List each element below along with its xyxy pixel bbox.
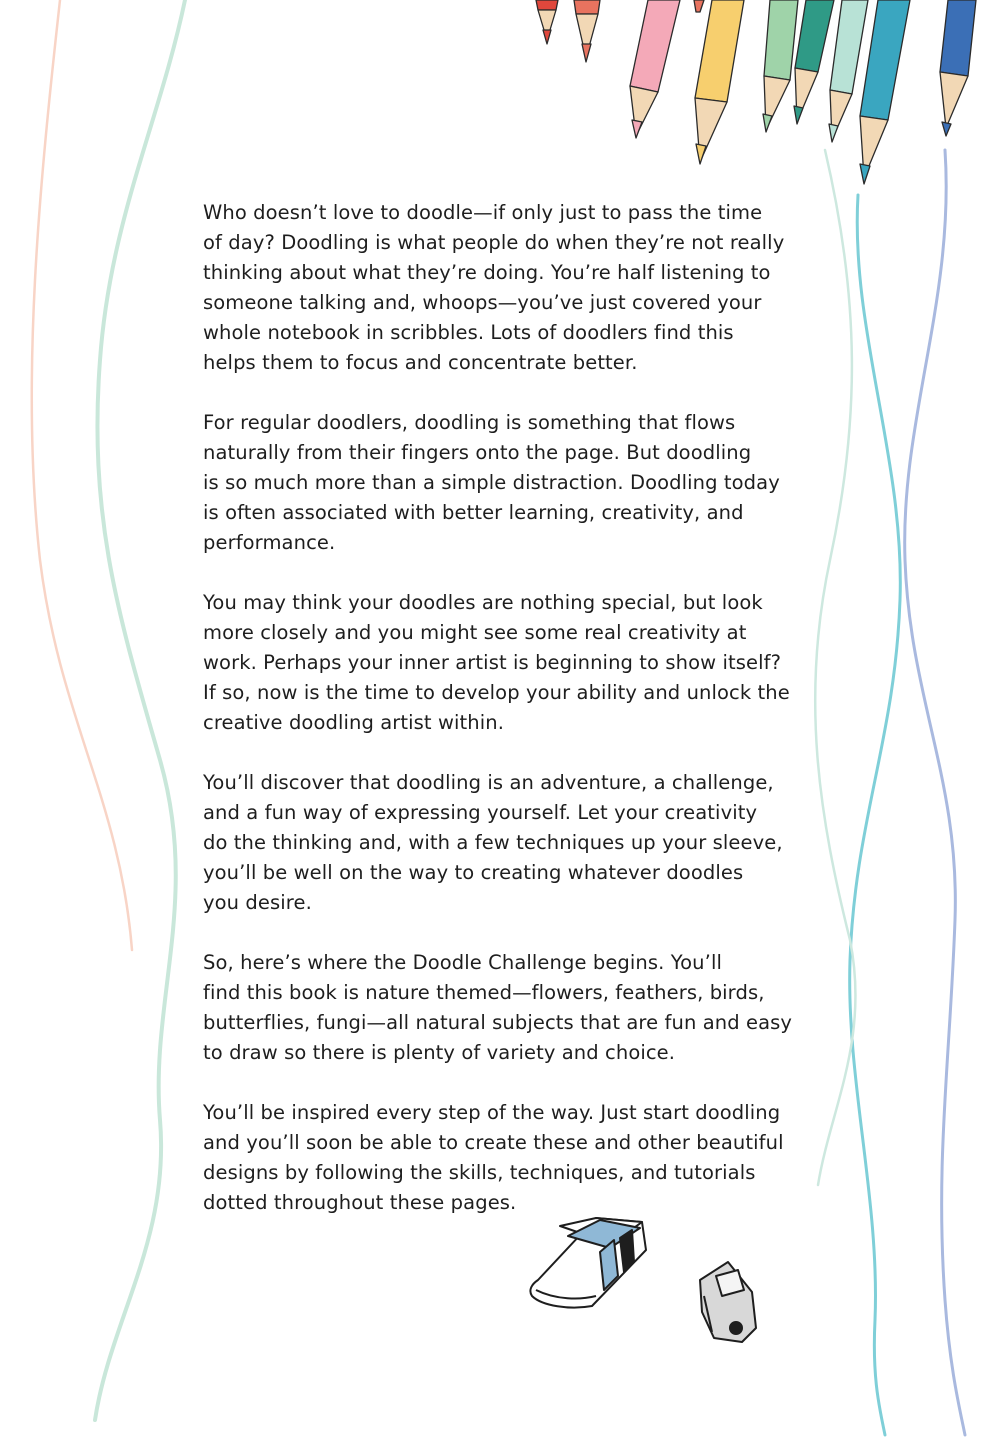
pencil-stub-icon [694,0,704,12]
text-line: is often associated with better learning, creativity, and [203,501,744,524]
text-line: For regular doodlers, doodling is something that flows [203,411,736,434]
text-line: butterflies, fungi—all natural subjects that are fun and easy [203,1011,793,1034]
pencil-icon [940,0,976,136]
sharpener-icon [700,1262,756,1342]
paragraph-5 [203,948,803,1068]
pencil-icon [794,0,834,124]
flowing-line-aqua [850,195,901,1435]
text-line: and a fun way of expressing yourself. Let your creativity [203,801,758,824]
text-line: is so much more than a simple distraction. Doodling today [203,471,780,494]
intro-text [203,198,803,1248]
flowing-line-lavender [905,150,965,1435]
text-line: creative doodling artist within. [203,711,505,734]
text-line: naturally from their fingers onto the page. But doodling [203,441,752,464]
pencil-icon [630,0,680,138]
pencil-icon [574,0,600,62]
text-line: thinking about what they’re doing. You’re half listening to [203,261,771,284]
flowing-line-mint [95,0,185,1420]
text-line: designs by following the skills, techniques, and tutorials [203,1161,756,1184]
flowing-line-peach [32,0,132,950]
paragraph-1 [203,198,803,378]
text-line: work. Perhaps your inner artist is beginning to show itself? [203,651,782,674]
text-line: dotted throughout these pages. [203,1191,517,1214]
text-line: you desire. [203,891,312,914]
paragraph-6 [203,1098,803,1218]
paragraph-2 [203,408,803,558]
text-line: So, here’s where the Doodle Challenge begins. You’ll [203,951,722,974]
flowing-line-pale-green [815,150,855,1185]
text-line: You may think your doodles are nothing special, but look [203,591,763,614]
paragraph-3 [203,588,803,738]
text-line: Who doesn’t love to doodle—if only just to pass the time [203,201,763,224]
text-line: helps them to focus and concentrate better. [203,351,638,374]
text-line: and you’ll soon be able to create these and other beautiful [203,1131,784,1154]
paragraph-4 [203,768,803,918]
pencil-icon [536,0,558,44]
text-line: you’ll be well on the way to creating whatever doodles [203,861,744,884]
text-line: find this book is nature themed—flowers, feathers, birds, [203,981,765,1004]
text-line: performance. [203,531,336,554]
text-line: someone talking and, whoops—you’ve just covered your [203,291,762,314]
text-line: to draw so there is plenty of variety and choice. [203,1041,676,1064]
text-line: more closely and you might see some real creativity at [203,621,747,644]
text-line: whole notebook in scribbles. Lots of doodlers find this [203,321,734,344]
text-line: do the thinking and, with a few techniques up your sleeve, [203,831,783,854]
text-line: If so, now is the time to develop your ability and unlock the [203,681,790,704]
text-line: of day? Doodling is what people do when they’re not really [203,231,785,254]
pencil-icon [860,0,910,184]
pencil-icon [763,0,798,132]
pencil-icon [695,0,744,164]
text-line: You’ll discover that doodling is an adventure, a challenge, [203,771,774,794]
pencil-row [536,0,976,184]
text-line: You’ll be inspired every step of the way. Just start doodling [203,1101,781,1124]
